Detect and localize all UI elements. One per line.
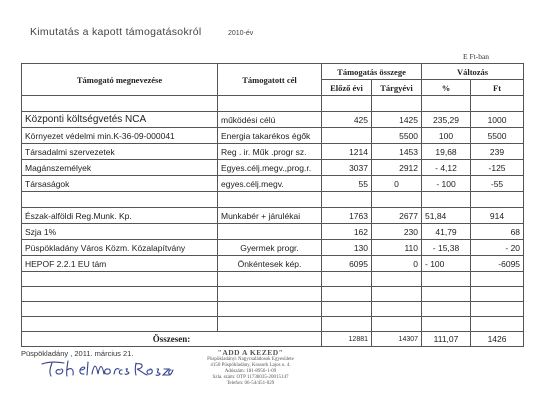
row-supporter: Környezet védelmi min.K-36-09-000041	[22, 128, 218, 144]
total-curr: 14307	[372, 332, 422, 347]
row-ft: -125	[471, 160, 524, 176]
row-supporter: Társadalmi szervezetek	[22, 144, 218, 160]
row-ft: 5500	[471, 128, 524, 144]
table-row	[22, 208, 524, 224]
total-label: Összesen:	[22, 332, 322, 347]
row-curr: 0	[372, 256, 422, 272]
row-purpose: egyes.célj.megv.	[218, 176, 322, 192]
row-pct: 51,84	[422, 208, 471, 224]
row-purpose: Energia takarékos égők	[218, 128, 322, 144]
row-pct: - 15,38	[422, 240, 471, 256]
row-supporter: Központi költségvetés NCA	[22, 112, 218, 128]
row-curr: 1453	[372, 144, 422, 160]
row-ft: 914	[471, 208, 524, 224]
total-row	[22, 332, 524, 347]
row-curr: 110	[372, 240, 422, 256]
row-supporter: Püspökladány Város Közm. Közalapítvány	[22, 240, 218, 256]
stamp-line: Szla. szám: OTP 11738035-20015147	[212, 375, 289, 380]
row-pct: - 100	[422, 176, 471, 192]
support-table	[21, 63, 524, 347]
header-curr-year: Tárgyévi	[372, 80, 422, 96]
organization-stamp	[178, 348, 323, 387]
row-ft: 68	[471, 224, 524, 240]
row-purpose	[218, 224, 322, 240]
handwritten-signature	[40, 358, 175, 385]
table-row	[22, 224, 524, 240]
document-title: Kimutatás a kapott támogatásokról	[30, 26, 202, 38]
stamp-title: "ADD A KEZED"	[217, 348, 284, 357]
row-prev: 425	[322, 112, 372, 128]
row-purpose: Munkabér + járulékai	[218, 208, 322, 224]
row-pct: 235,29	[422, 112, 471, 128]
table-row	[22, 256, 524, 272]
table-row-empty	[22, 287, 524, 302]
stamp-line: 4150 Püspökladány, Kossuth Lajos u. 4.	[210, 363, 291, 368]
row-purpose: Egyes.célj.megv.,prog.r.	[218, 160, 322, 176]
table-row	[22, 128, 524, 144]
row-supporter: Társaságok	[22, 176, 218, 192]
header-purpose: Támogatott cél	[218, 64, 322, 96]
row-curr: 2912	[372, 160, 422, 176]
table-row	[22, 240, 524, 256]
header-prev-year: Előző évi	[322, 80, 372, 96]
row-ft: - 20	[471, 240, 524, 256]
table-row	[22, 176, 524, 192]
row-prev: 162	[322, 224, 372, 240]
row-purpose: Önkéntesek kép.	[218, 256, 322, 272]
header-change-group: Változás	[422, 64, 524, 80]
row-prev: 130	[322, 240, 372, 256]
place-date: Püspökladány , 2011. március 21.	[21, 349, 134, 358]
row-pct: - 100	[422, 256, 471, 272]
row-prev: 1214	[322, 144, 372, 160]
row-purpose: Gyermek progr.	[218, 240, 322, 256]
row-ft: 239	[471, 144, 524, 160]
row-prev: 55	[322, 176, 372, 192]
stamp-line: Telefon: 06-54/451-029	[226, 381, 275, 386]
table-row-empty	[22, 272, 524, 287]
row-pct: - 4,12	[422, 160, 471, 176]
header-pct: %	[422, 80, 471, 96]
header-amount-group: Támogatás összege	[322, 64, 422, 80]
row-ft: 1000	[471, 112, 524, 128]
row-supporter: Észak-alföldi Reg.Munk. Kp.	[22, 208, 218, 224]
total-ft: 1426	[471, 332, 524, 347]
row-purpose: működési célú	[218, 112, 322, 128]
row-ft: -6095	[471, 256, 524, 272]
header-supporter: Támogató megnevezése	[22, 64, 218, 96]
row-curr: 1425	[372, 112, 422, 128]
row-prev	[322, 128, 372, 144]
row-curr: 5500	[372, 128, 422, 144]
row-curr: 0	[372, 176, 422, 192]
header-ft: Ft	[471, 80, 524, 96]
row-prev: 6095	[322, 256, 372, 272]
row-prev: 3037	[322, 160, 372, 176]
row-supporter: HEPOF 2.2.1 EU tám	[22, 256, 218, 272]
total-prev: 12881	[322, 332, 372, 347]
row-purpose: Reg . ir. Műk .progr sz.	[218, 144, 322, 160]
table-row	[22, 160, 524, 176]
row-pct: 41,79	[422, 224, 471, 240]
row-prev: 1763	[322, 208, 372, 224]
row-pct: 100	[422, 128, 471, 144]
row-supporter: Szja 1%	[22, 224, 218, 240]
table-row	[22, 144, 524, 160]
row-curr: 2677	[372, 208, 422, 224]
stamp-line: Adószám: 181-8956-1-09	[224, 369, 277, 374]
table-row-empty	[22, 317, 524, 332]
table-row	[22, 112, 524, 128]
stamp-line: Püspökladányi Nagycsaládosok Egyesülete	[207, 357, 294, 362]
unit-label: E Ft-ban	[463, 52, 490, 61]
row-ft: -55	[471, 176, 524, 192]
total-pct: 111,07	[422, 332, 471, 347]
document-year: 2010-év	[228, 30, 254, 37]
row-curr: 230	[372, 224, 422, 240]
table-row-empty	[22, 302, 524, 317]
row-supporter: Magánszemélyek	[22, 160, 218, 176]
row-pct: 19,68	[422, 144, 471, 160]
